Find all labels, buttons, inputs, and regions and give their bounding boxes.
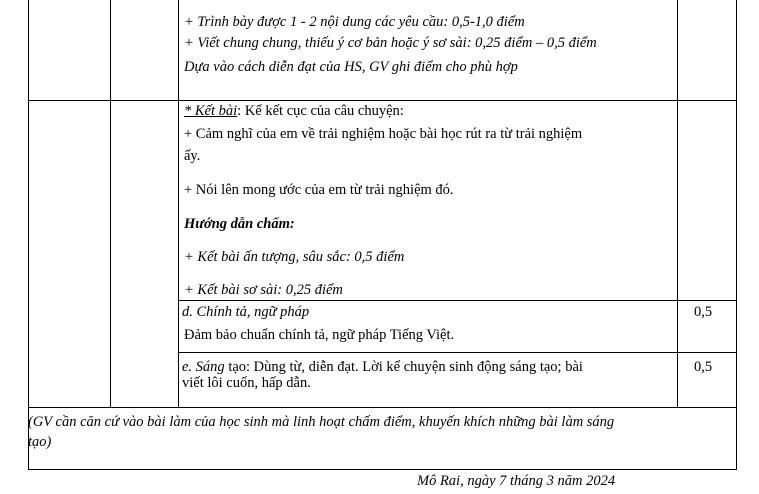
conclusion-point: + Nói lên mong ước của em từ trải nghiệm đó. bbox=[184, 182, 454, 198]
conclusion-heading bbox=[184, 103, 404, 120]
criterion-title: d. Chính tả, ngữ pháp bbox=[182, 304, 310, 320]
conclusion-point: ấy. bbox=[184, 148, 201, 164]
conclusion-heading-text: : Kể kết cục của câu chuyện: bbox=[237, 103, 404, 119]
table-row-divider bbox=[178, 300, 737, 301]
criterion-text: viết lôi cuốn, hấp dẫn. bbox=[182, 375, 311, 391]
table-col-divider-1 bbox=[110, 0, 111, 407]
table-border-left bbox=[28, 0, 29, 470]
table-col-divider-2 bbox=[178, 0, 179, 407]
teacher-note: tạo) bbox=[28, 434, 52, 450]
rubric-line: Dựa vào cách diễn đạt của HS, GV ghi điểm cho phù hợp bbox=[184, 59, 518, 75]
criterion-text: tạo: Dùng từ, diễn đạt. Lời kể chuyện sinh động sáng tạo; bài bbox=[224, 359, 583, 375]
table-border-bottom bbox=[28, 469, 737, 470]
place-date: Mô Rai, ngày 7 tháng 3 năm 2024 bbox=[417, 473, 616, 489]
grading-guide-title: Hướng dẫn chấm: bbox=[184, 216, 295, 232]
table-border-right bbox=[736, 0, 737, 470]
conclusion-heading-label: * Kết bài bbox=[184, 103, 238, 119]
rubric-line: + Trình bày được 1 - 2 nội dung các yêu cầu: 0,5-1,0 điểm bbox=[184, 14, 525, 30]
table-col-divider-3 bbox=[677, 0, 678, 407]
criterion-score: 0,5 bbox=[694, 304, 713, 320]
rubric-line: + Viết chung chung, thiếu ý cơ bản hoặc ý sơ sài: 0,25 điểm – 0,5 điểm bbox=[184, 35, 597, 51]
criterion-title: e. Sáng bbox=[182, 359, 225, 375]
teacher-note: (GV cần căn cứ vào bài làm của học sinh mà linh hoạt chấm điểm, khuyến khích những bài làm sáng bbox=[28, 414, 615, 430]
criterion-text: Đảm bảo chuẩn chính tả, ngữ pháp Tiếng Việt. bbox=[184, 327, 455, 343]
table-row-divider bbox=[28, 100, 737, 101]
criterion-score: 0,5 bbox=[694, 359, 713, 375]
grading-guide-item: + Kết bài ấn tượng, sâu sắc: 0,5 điểm bbox=[184, 249, 405, 265]
table-row-divider bbox=[28, 407, 737, 408]
conclusion-point: + Cảm nghĩ của em về trải nghiệm hoặc bài học rút ra từ trải nghiệm bbox=[184, 126, 583, 142]
grading-guide-item: + Kết bài sơ sài: 0,25 điểm bbox=[184, 282, 343, 298]
criterion-title-line bbox=[182, 359, 583, 376]
table-row-divider bbox=[178, 352, 737, 353]
